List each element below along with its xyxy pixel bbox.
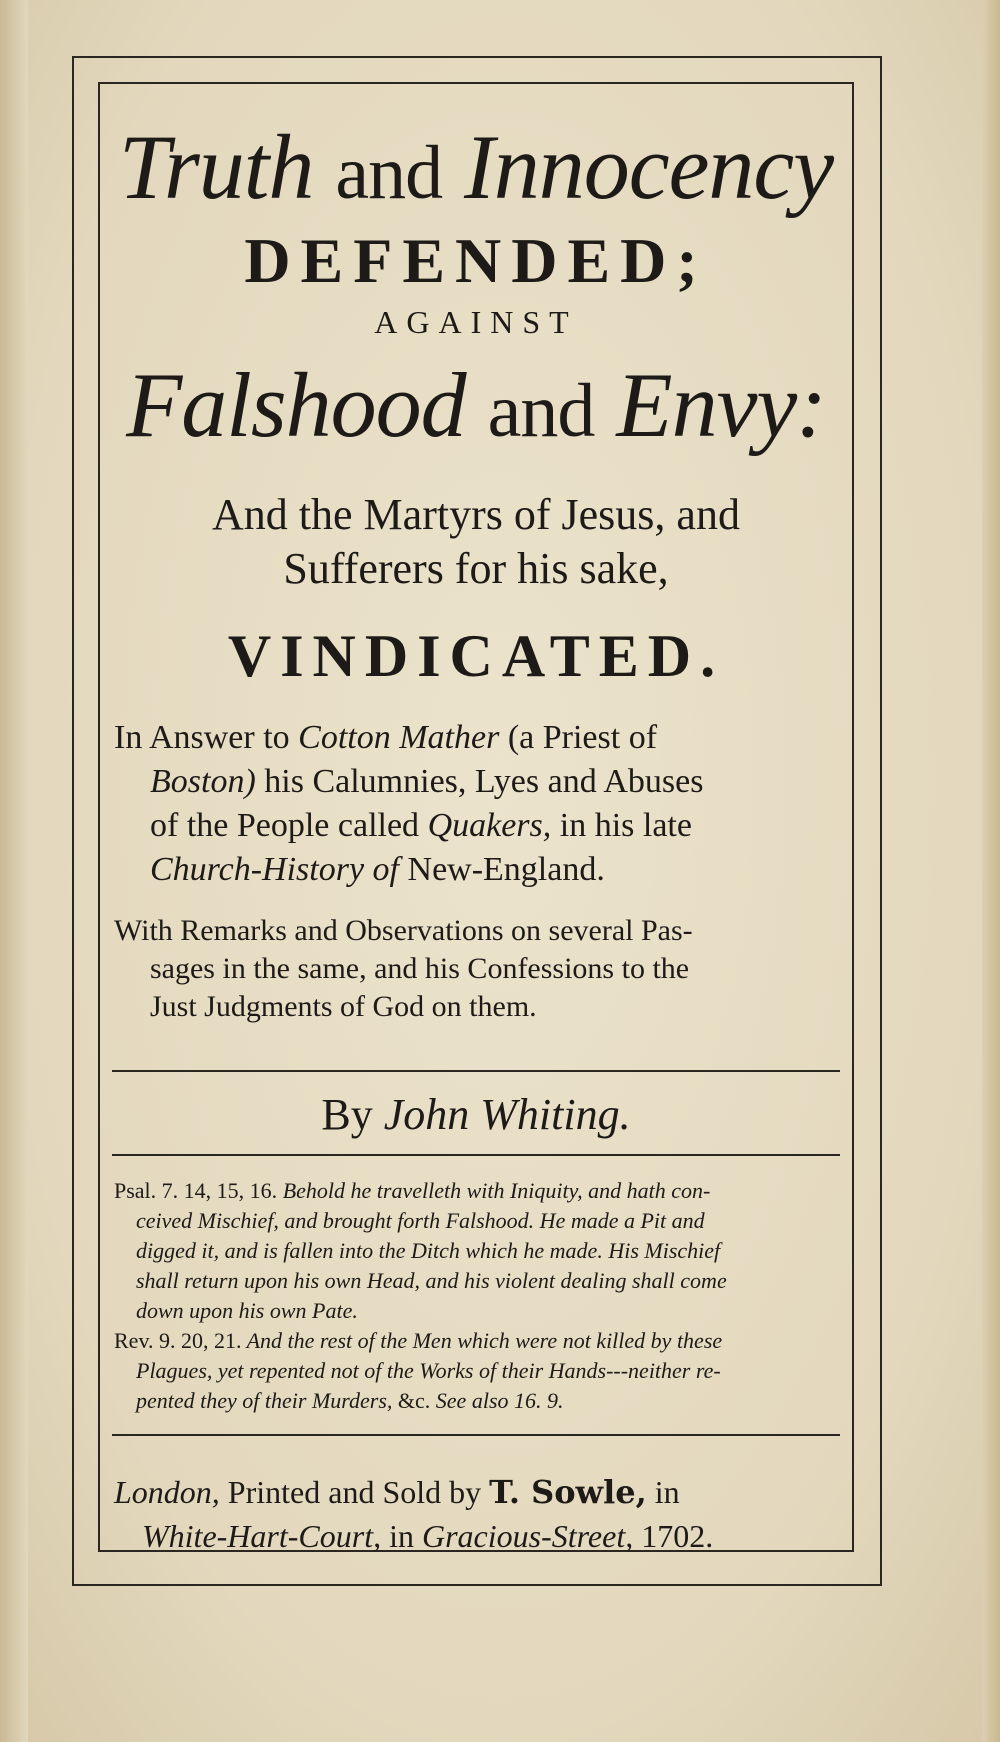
subtitle-line-2: Sufferers for his sake, xyxy=(283,544,669,593)
imprint xyxy=(114,1470,844,1558)
psalm-line-1 xyxy=(114,1176,838,1206)
answer-paragraph xyxy=(114,716,844,892)
rev-line-1 xyxy=(114,1326,838,1356)
imprint-london: London, xyxy=(114,1474,220,1510)
rev-text-3a: pented they of their Murders, xyxy=(136,1388,398,1413)
byline-author: John Whiting. xyxy=(383,1090,631,1139)
imprint-text: in xyxy=(646,1474,680,1510)
title-word-truth: Truth xyxy=(118,116,314,218)
psalm-line-2: ceived Mischief, and brought forth Falshood. He made a Pit and xyxy=(136,1208,705,1233)
imprint-line-1 xyxy=(114,1474,680,1510)
subtitle-line-1: And the Martyrs of Jesus, and xyxy=(212,490,740,539)
rev-text: And the rest of the Men which were not killed by these xyxy=(241,1328,723,1353)
answer-text: In Answer to xyxy=(114,719,299,756)
scripture-epigraph xyxy=(114,1176,838,1416)
page-edge xyxy=(982,0,1000,1742)
rule-below-byline xyxy=(112,1154,840,1156)
imprint-text: in xyxy=(381,1518,422,1554)
remarks-paragraph xyxy=(114,912,844,1026)
rule-above-imprint xyxy=(112,1434,840,1436)
imprint-gracious-street: Gracious-Street, xyxy=(421,1518,634,1554)
rev-line-3 xyxy=(114,1386,838,1416)
subtitle-martyrs xyxy=(108,488,844,596)
title-line-defended: DEFENDED; xyxy=(244,225,708,296)
answer-cotton-mather: Cotton Mather xyxy=(298,719,500,756)
answer-line-3 xyxy=(114,804,840,848)
title-page-content xyxy=(108,100,844,1558)
title-line-1 xyxy=(108,118,844,222)
psalm-text: Behold he travelleth with Iniquity, and hath con- xyxy=(277,1178,711,1203)
answer-line-4 xyxy=(114,848,840,892)
answer-text: of the People called xyxy=(150,807,428,844)
title-line-against: AGAINST xyxy=(374,304,578,340)
answer-boston: Boston) xyxy=(150,763,256,800)
rule-above-byline xyxy=(112,1070,840,1072)
remarks-line-1: With Remarks and Observations on several Pas- xyxy=(114,914,693,947)
answer-new-england: New-England. xyxy=(399,851,605,888)
psalm-line-4: shall return upon his own Head, and his violent dealing shall come xyxy=(136,1268,727,1293)
rev-reference: Rev. 9. 20, 21. xyxy=(114,1328,242,1353)
title-word-and: and xyxy=(335,131,443,215)
page-gutter xyxy=(0,0,28,1742)
psalm-line-5: down upon his own Pate. xyxy=(136,1298,358,1323)
imprint-white-hart-court: White-Hart-Court, xyxy=(142,1518,382,1554)
answer-line-2 xyxy=(114,760,840,804)
imprint-year: 1702. xyxy=(633,1518,714,1554)
byline-by: By xyxy=(321,1090,384,1139)
title-line-vindicated: VINDICATED. xyxy=(227,623,725,689)
answer-church-history: Church-History of xyxy=(150,851,400,888)
imprint-printer: T. Sowle, xyxy=(489,1473,647,1511)
title-line-falshood xyxy=(108,350,844,466)
title-word-and-2: and xyxy=(487,369,595,453)
title-word-innocency: Innocency xyxy=(464,116,834,218)
answer-quakers: Quakers, xyxy=(427,807,552,844)
title-word-falshood: Falshood xyxy=(126,354,466,456)
imprint-line-2 xyxy=(114,1514,844,1558)
title-word-envy: Envy: xyxy=(616,354,826,456)
answer-text: in his late xyxy=(551,807,692,844)
rev-line-2: Plagues, yet repented not of the Works of their Hands---neither re- xyxy=(136,1358,721,1383)
psalm-reference: Psal. 7. 14, 15, 16. xyxy=(114,1178,278,1203)
answer-text: (a Priest of xyxy=(499,719,658,756)
rev-see-also: See also 16. 9. xyxy=(430,1388,564,1413)
answer-line-1 xyxy=(114,719,657,756)
remarks-line-3: Just Judgments of God on them. xyxy=(150,990,537,1023)
answer-text: his Calumnies, Lyes and Abuses xyxy=(255,763,704,800)
rev-etc: &c. xyxy=(397,1388,431,1413)
imprint-text: Printed and Sold by xyxy=(219,1474,490,1510)
byline xyxy=(108,1090,844,1140)
psalm-line-3: digged it, and is fallen into the Ditch which he made. His Mischief xyxy=(136,1238,721,1263)
remarks-line-2: sages in the same, and his Confessions to the xyxy=(150,952,690,985)
